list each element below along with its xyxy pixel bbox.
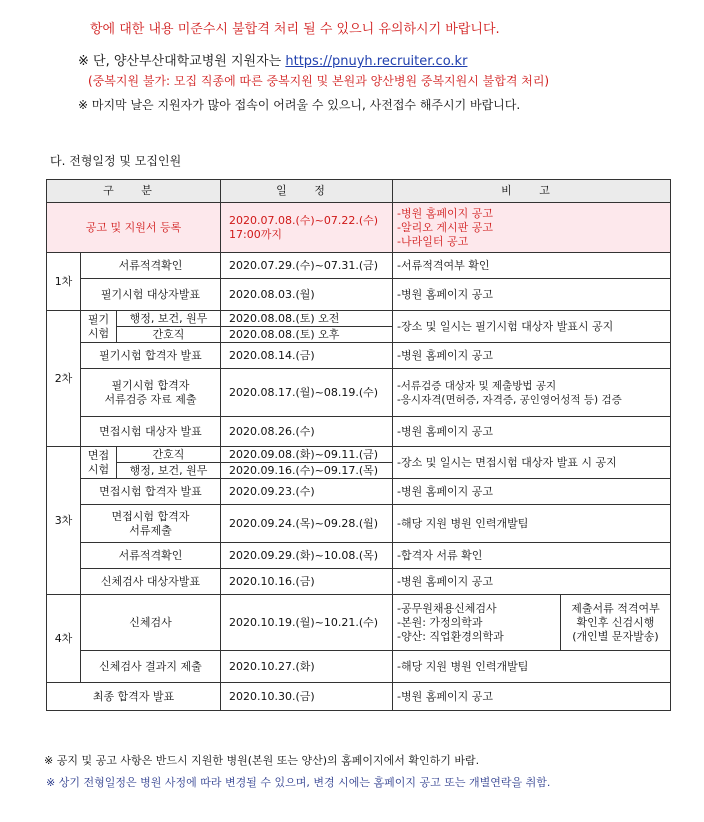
row-item: 행정, 보건, 원무 xyxy=(117,463,221,479)
header-lastday-note: ※ 마지막 날은 지원자가 많아 접속이 어려울 수 있으니, 사전접수 해주시기 바랍니다. xyxy=(78,98,521,112)
row-item: 신체검사 대상자발표 xyxy=(81,569,221,595)
row-date: 2020.09.29.(화)~10.08.(목) xyxy=(221,543,393,569)
pnuyh-recruit-link[interactable]: https://pnuyh.recruiter.co.kr xyxy=(285,54,468,69)
row-date: 2020.08.26.(수) xyxy=(221,417,393,447)
table-row xyxy=(47,203,671,253)
table-row xyxy=(47,447,671,463)
row-note: -병원 홈페이지 공고 xyxy=(393,279,671,311)
row-item: 신체검사 결과지 제출 xyxy=(81,651,221,683)
row-item: 행정, 보건, 원무 xyxy=(117,311,221,327)
footer-note-blue: ※ 상기 전형일정은 병원 사정에 따라 변경될 수 있으며, 변경 시에는 홈페이지 공고 또는 개별연락을 취함. xyxy=(46,776,551,789)
row-item: 면접시험 대상자 발표 xyxy=(81,417,221,447)
table-row xyxy=(47,595,671,651)
row-item: 간호직 xyxy=(117,327,221,343)
row-date: 2020.09.16.(수)~09.17.(목) xyxy=(221,463,393,479)
header-duplicate-note: (중복지원 불가: 모집 직종에 따른 중복지원 및 본원과 양산병원 중복지원시 불합격 처리) xyxy=(88,74,550,88)
row-date: 2020.09.24.(목)~09.28.(월) xyxy=(221,505,393,543)
row-date: 2020.10.19.(월)~10.21.(수) xyxy=(221,595,393,651)
table-row xyxy=(47,343,671,369)
section-title: 다. 전형일정 및 모집인원 xyxy=(50,154,182,168)
header-pnuyh-note xyxy=(78,50,467,69)
row-date: 2020.09.23.(수) xyxy=(221,479,393,505)
row-date: 2020.08.08.(토) 오후 xyxy=(221,327,393,343)
row-item: 면접시험 합격자 서류제출 xyxy=(81,505,221,543)
row-date: 2020.09.08.(화)~09.11.(금) xyxy=(221,447,393,463)
row-item: 서류적격확인 xyxy=(81,543,221,569)
row-note: -병원 홈페이지 공고 xyxy=(393,343,671,369)
row-date: 2020.08.17.(월)~08.19.(수) xyxy=(221,369,393,417)
row-note: -해당 지원 병원 인력개발팀 xyxy=(393,505,671,543)
notice-note: -알리오 게시판 공고 xyxy=(397,220,493,234)
row-date: 2020.07.29.(수)~07.31.(금) xyxy=(221,253,393,279)
stage-label: 2차 xyxy=(47,311,81,447)
table-row xyxy=(47,543,671,569)
header-schedule: 일 정 xyxy=(221,180,393,203)
row-item: 필기시험 합격자 발표 xyxy=(81,343,221,369)
row-note: -장소 및 일시는 필기시험 대상자 발표시 공지 xyxy=(393,311,671,343)
row-date: 2020.08.03.(월) xyxy=(221,279,393,311)
table-header-row xyxy=(47,180,671,203)
header-category: 구 분 xyxy=(47,180,221,203)
table-row xyxy=(47,279,671,311)
row-date: 2020.10.30.(금) xyxy=(221,683,393,711)
header-remarks: 비 고 xyxy=(393,180,671,203)
notice-date: 2020.07.08.(수)~07.22.(수) 17:00까지 xyxy=(221,203,393,253)
row-note-extra: 제출서류 적격여부 확인후 신검시행 (개인별 문자발송) xyxy=(561,595,671,651)
notice-notes xyxy=(393,203,671,253)
row-note: -서류적격여부 확인 xyxy=(393,253,671,279)
header-warning: 항에 대한 내용 미준수시 불합격 처리 될 수 있으니 유의하시기 바랍니다. xyxy=(90,22,500,37)
table-row xyxy=(47,651,671,683)
row-date: 2020.10.27.(화) xyxy=(221,651,393,683)
written-exam-label: 필기 시험 xyxy=(81,311,117,343)
stage-label: 3차 xyxy=(47,447,81,595)
row-item: 서류적격확인 xyxy=(81,253,221,279)
table-row xyxy=(47,253,671,279)
row-note: -공무원채용신체검사 -본원: 가정의학과 -양산: 직업환경의학과 xyxy=(393,595,561,651)
schedule-table xyxy=(46,179,671,711)
row-note: -병원 홈페이지 공고 xyxy=(393,683,671,711)
row-item: 면접시험 합격자 발표 xyxy=(81,479,221,505)
row-note: -서류검증 대상자 및 제출방법 공지 -응시자격(면허증, 자격증, 공인영어성적 등) 검증 xyxy=(393,369,671,417)
row-note: -합격자 서류 확인 xyxy=(393,543,671,569)
table-row xyxy=(47,505,671,543)
row-date: 2020.08.14.(금) xyxy=(221,343,393,369)
row-item: 간호직 xyxy=(117,447,221,463)
interview-label: 면접 시험 xyxy=(81,447,117,479)
row-note: -장소 및 일시는 면접시험 대상자 발표 시 공지 xyxy=(393,447,671,479)
table-row xyxy=(47,311,671,327)
row-note: -병원 홈페이지 공고 xyxy=(393,479,671,505)
pnuyh-note-text: ※ 단, 양산부산대학교병원 지원자는 xyxy=(78,54,286,69)
row-date: 2020.08.08.(토) 오전 xyxy=(221,311,393,327)
table-row xyxy=(47,479,671,505)
row-note: -해당 지원 병원 인력개발팀 xyxy=(393,651,671,683)
stage-label: 4차 xyxy=(47,595,81,683)
table-row xyxy=(47,683,671,711)
notice-label: 공고 및 지원서 등록 xyxy=(47,203,221,253)
table-row xyxy=(47,417,671,447)
row-item: 최종 합격자 발표 xyxy=(47,683,221,711)
row-date: 2020.10.16.(금) xyxy=(221,569,393,595)
row-item: 필기시험 대상자발표 xyxy=(81,279,221,311)
row-item: 신체검사 xyxy=(81,595,221,651)
notice-note: -나라일터 공고 xyxy=(397,234,469,248)
row-note: -병원 홈페이지 공고 xyxy=(393,417,671,447)
footer-note: ※ 공지 및 공고 사항은 반드시 지원한 병원(본원 또는 양산)의 홈페이지에서 확인하기 바람. xyxy=(44,754,480,767)
stage-label: 1차 xyxy=(47,253,81,311)
notice-note: -병원 홈페이지 공고 xyxy=(397,206,493,220)
table-row xyxy=(47,369,671,417)
row-item: 필기시험 합격자 서류검증 자료 제출 xyxy=(81,369,221,417)
row-note: -병원 홈페이지 공고 xyxy=(393,569,671,595)
table-row xyxy=(47,569,671,595)
